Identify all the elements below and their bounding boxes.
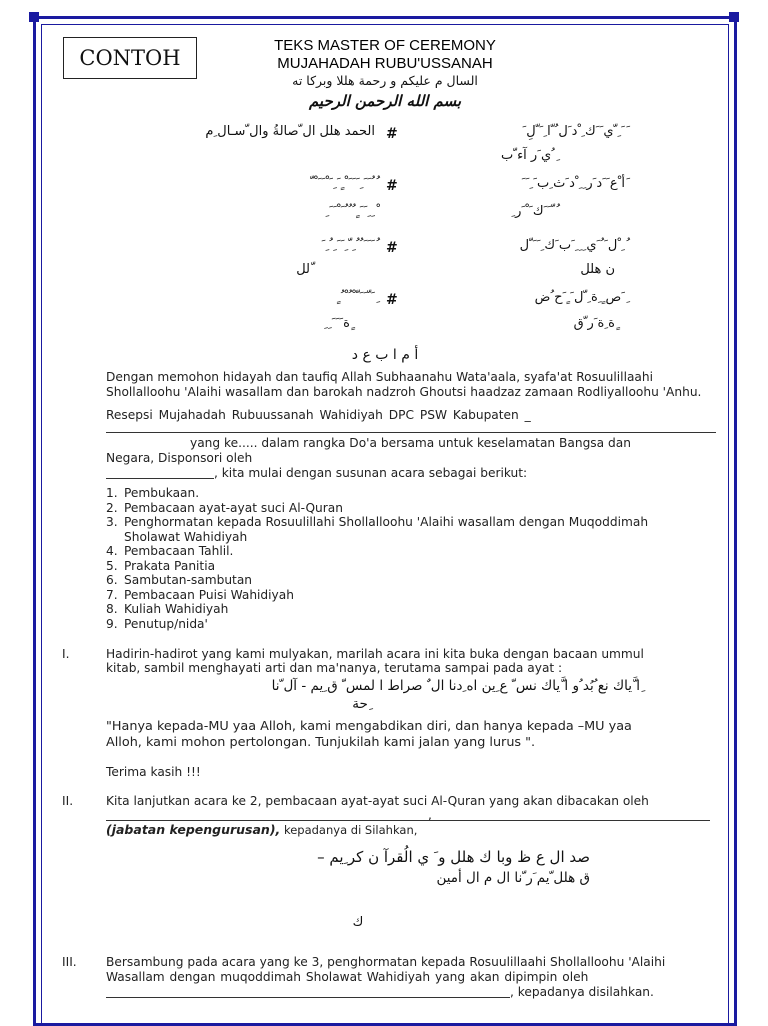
section-1-arabic-2: ِحة: [352, 696, 368, 712]
intro-line-3: Resepsi Mujahadah Rubuussanah Wahidiyah DPC PSW Kabupaten _: [106, 408, 531, 422]
agenda-item: 9. Penutup/nida': [106, 616, 208, 631]
verse-3-right-top: ُ َ َ َ ُ ُ ِ ّ ِ َ َ ِ ُ ِ َ: [321, 238, 375, 253]
section-2-arabic-1: صد ال ع ظ وبا ك هلل و َ ي الُقرآ ن كر ِيم –: [317, 848, 590, 866]
border-corner-ornament: [29, 12, 39, 22]
title-line-1: TEKS MASTER OF CEREMONY: [274, 37, 496, 54]
verse-3-left-bottom: ن هلل: [580, 262, 615, 277]
intro-line-1: Dengan memohon hidayah dan taufiq Allah Subhaanahu Wata'aala, syafa'at Rosuulillaahi: [106, 370, 653, 384]
fill-in-line: [106, 820, 710, 821]
agenda-item: 8. Kuliah Wahidiyah: [106, 602, 229, 616]
verse-4-right-bottom: ٍة َ َ َ ِ ِ: [324, 316, 350, 331]
border-corner-ornament: [729, 12, 739, 22]
section-2-arabic-2: ق هلل ّيم َر ّنا ال م ال أمين: [436, 870, 590, 886]
fill-in-line: [106, 432, 716, 433]
hash-separator: #: [386, 178, 398, 194]
intro-line-6: , kita mulai dengan susunan acara sebagai berikut:: [214, 466, 528, 480]
hash-separator: #: [386, 240, 398, 256]
agenda-item: 7. Pembacaan Puisi Wahidiyah: [106, 587, 294, 602]
agenda-item: Sholawat Wahidiyah: [124, 529, 248, 544]
verse-1-left-bottom: ِ ُي َر آء ّب: [501, 148, 555, 163]
section-2-comma: ,: [428, 808, 432, 822]
verse-4-right-top: ِ َ ّ َ َ ّ ْ ُ ْ ُ ٍ: [336, 290, 375, 305]
section-1-line-1: Hadirin-hadirot yang kami mulyakan, marilah acara ini kita buka dengan bacaan ummul: [106, 647, 644, 661]
section-3-line-2: Wasallam dengan muqoddimah Sholawat Wahidiyah yang akan dipimpin oleh: [106, 970, 589, 984]
jabatan-label: (jabatan kepengurusan), kepadanya di Silahkan,: [106, 822, 418, 837]
section-1-arabic-1: ِا َّياك نع ُبُد ُو ا َّياك نس ّ ع ِين اه ِدنا ال ٌ صراط ا لمس ّ ق ِيم - آل ّنا: [271, 678, 640, 694]
verse-2-right-top: ُ ُ َ َ ِ َ َ َ ْ ٍ َ ِ َ ْ َ َ ْ ّ: [310, 176, 375, 191]
hash-separator: #: [386, 292, 398, 308]
intro-line-2: Shollalloohu 'Alaihi wasallam dan barokah nadzroh Ghoutsi haadzaz zamaan Rodliyalloohu 'Anhu.: [106, 385, 702, 399]
contoh-label: CONTOH: [79, 46, 181, 70]
agenda-item: 5. Prakata Panitia: [106, 558, 216, 573]
agenda-item: 6. Sambutan-sambutan: [106, 573, 253, 587]
section-1-line-2: kitab, sambil menghayati arti dan ma'nanya, terutama sampai pada ayat :: [106, 661, 563, 675]
verse-2-right-bottom: ْ ِ ِ َ َ ٍ ُ ُ ُ َ ْ َ َ ِ: [325, 204, 375, 219]
section-3-line-3: , kepadanya disilahkan.: [510, 985, 654, 999]
translation-line-1: "Hanya kepada-MU yaa Alloh, kami mengabdikan diri, dan hanya kepada –MU yaa: [106, 719, 632, 734]
verse-4-left-bottom: ٍة ِة َر ّق: [573, 316, 615, 331]
intro-line-5: Negara, Disponsori oleh: [106, 451, 253, 465]
title-line-2: MUJAHADAH RUBU'USSANAH: [277, 55, 493, 72]
verse-4-left-top: ِ َص ٍ ِة ِ ّل َ ٍ َح ُض: [534, 290, 625, 305]
verse-1-left-top: َ َ ِ ّي َ َك ِ ْد َل ُ ّا ِ َ ّلِ َ: [522, 124, 625, 139]
hash-separator: #: [386, 126, 398, 142]
salam-text: السال م عليكم و رحمة هللا وبركا ته: [292, 73, 478, 88]
contoh-box: [63, 37, 197, 79]
verse-2-left-bottom: ُ ّ َ َك َ ْ َر ِ: [511, 204, 555, 219]
agenda-item: 3. Penghormatan kepada Rosuulillahi Shollalloohu 'Alaihi wasallam dengan Muqoddimah: [106, 515, 649, 529]
verse-1-right-top: الحمد هلل ال ّصالةُ وال ّسـال ِم: [205, 124, 375, 139]
section-1-roman: I.: [62, 647, 70, 661]
verse-3-left-top: ُ ِ ْل َ ُ َي ِ ِ ِ َب َك ِ َ َ ّل: [519, 238, 625, 253]
section-2-kaf: ك: [352, 915, 364, 930]
fill-in-line: [106, 478, 214, 479]
section-3-line-1: Bersambung pada acara yang ke 3, penghormatan kepada Rosuulillaahi Shollalloohu 'Alaihi: [106, 955, 666, 969]
fill-in-line: [106, 997, 510, 998]
agenda-list: [106, 486, 648, 631]
agenda-item: 4. Pembacaan Tahlil.: [106, 544, 234, 558]
section-3-roman: III.: [62, 955, 77, 969]
thanks-text: Terima kasih !!!: [106, 765, 201, 779]
verse-block: [150, 122, 630, 342]
amma-bad-text: أ م ا ب ع د: [351, 347, 419, 363]
agenda-item: 1. Pembukaan.: [106, 486, 200, 500]
intro-line-4: yang ke..... dalam rangka Do'a bersama untuk keselamatan Bangsa dan: [190, 436, 631, 450]
verse-2-left-top: َأ ْع َ َد َر ِ ِ ْد َث ِب َ ِ َ َ: [521, 176, 625, 191]
translation-line-2: Alloh, kami mohon pertolongan. Tunjukilah kami jalan yang lurus ".: [106, 735, 536, 750]
agenda-item: 2. Pembacaan ayat-ayat suci Al-Quran: [106, 500, 343, 515]
verse-3-right-bottom: ّلل: [296, 262, 310, 277]
basmalah-calligraphy: بسم الله الرحمن الرحيم: [308, 92, 462, 110]
section-2-line-1: Kita lanjutkan acara ke 2, pembacaan ayat-ayat suci Al-Quran yang akan dibacakan oleh: [106, 794, 649, 808]
section-2-roman: II.: [62, 794, 74, 808]
